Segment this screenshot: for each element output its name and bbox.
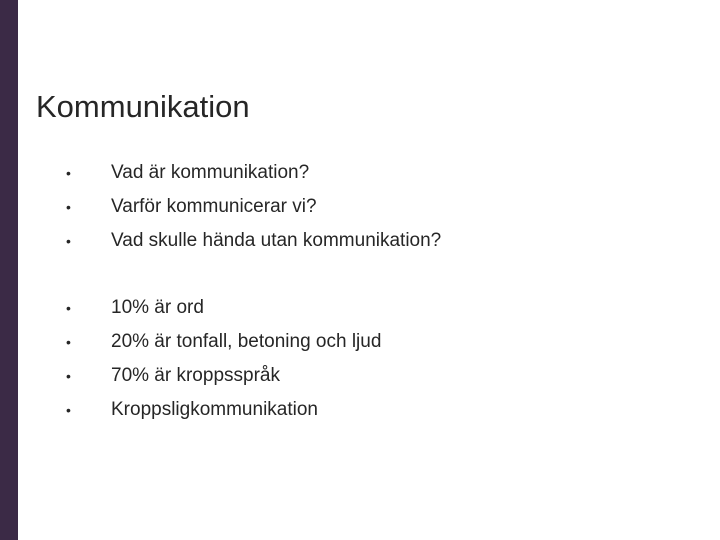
bullet-text: Kroppsligkommunikation — [111, 399, 318, 420]
accent-bar — [0, 0, 18, 540]
bullet-icon: • — [66, 368, 71, 384]
bullet-icon: • — [66, 165, 71, 181]
bullet-icon: • — [66, 402, 71, 418]
slide-title: Kommunikation — [36, 89, 250, 124]
bullet-icon: • — [66, 300, 71, 316]
bullet-icon: • — [66, 233, 71, 249]
bullet-text: Vad är kommunikation? — [111, 162, 310, 183]
bullet-text: 10% är ord — [111, 297, 204, 318]
bullet-text: Vad skulle hända utan kommunikation? — [111, 230, 442, 251]
bullet-text: Varför kommunicerar vi? — [111, 196, 317, 217]
bullet-icon: • — [66, 334, 71, 350]
bullet-text: 20% är tonfall, betoning och ljud — [111, 331, 382, 352]
bullet-icon: • — [66, 199, 71, 215]
bullet-text: 70% är kroppsspråk — [111, 365, 280, 386]
